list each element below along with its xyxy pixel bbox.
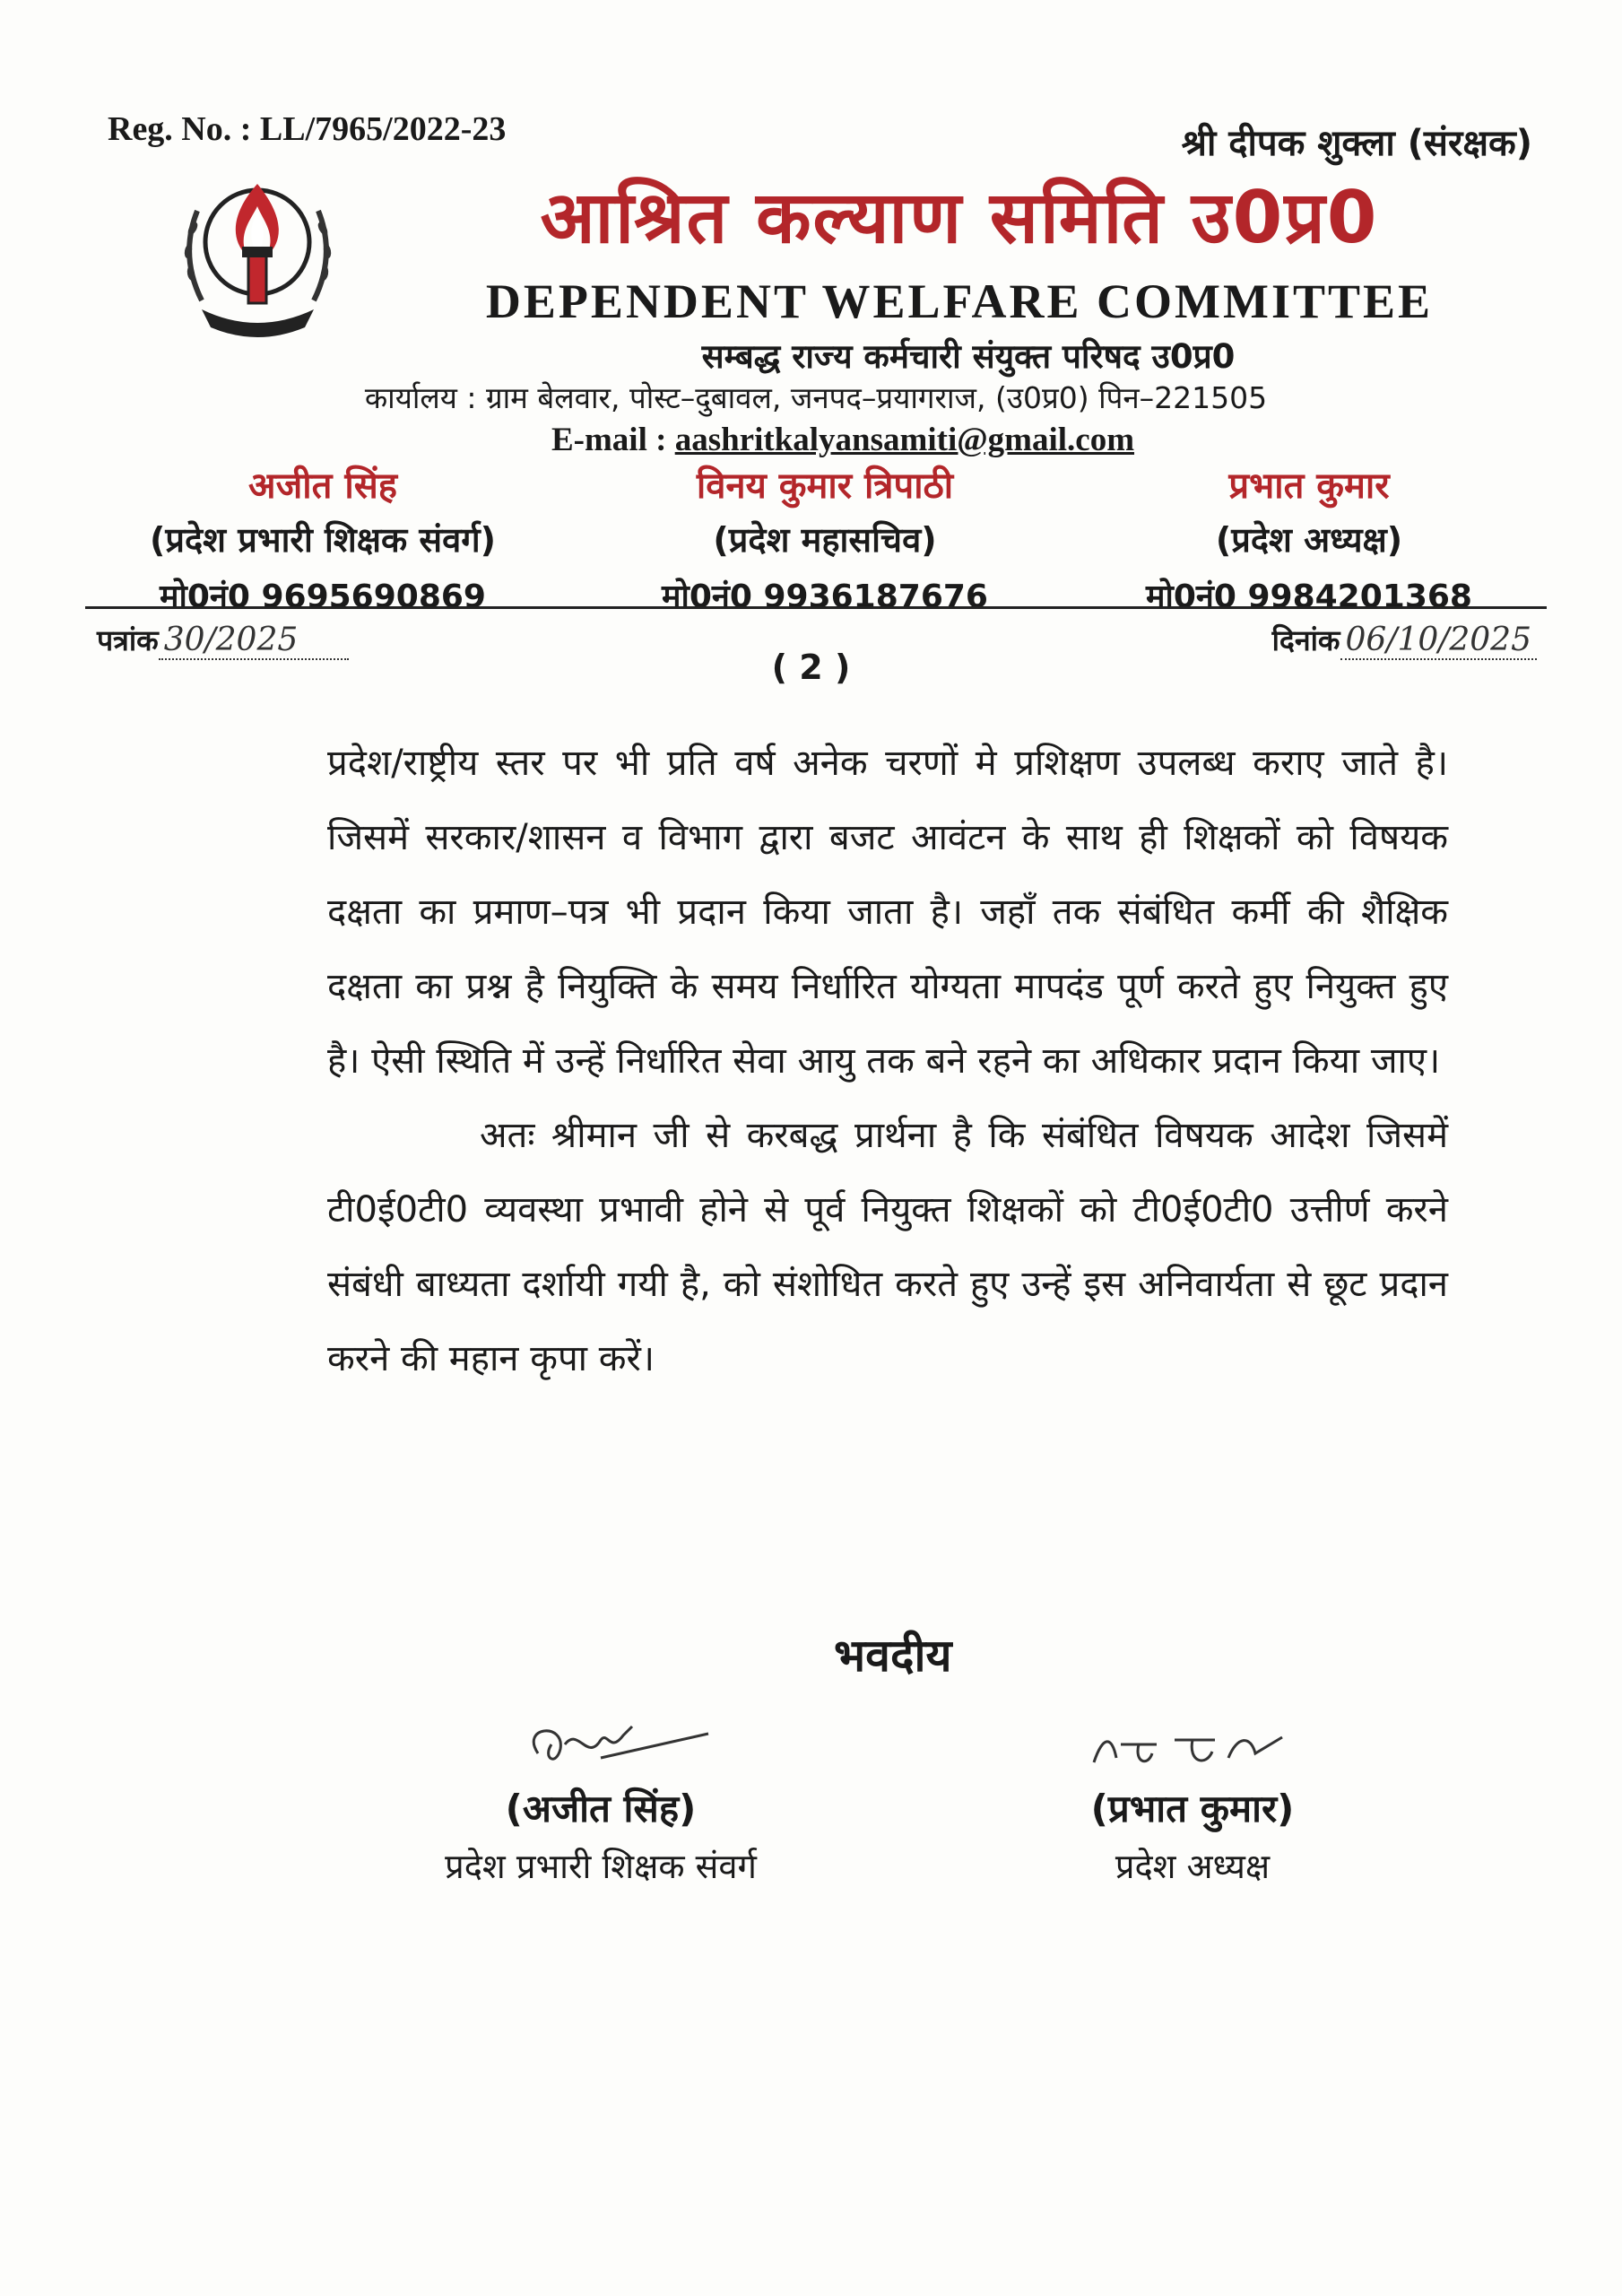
official-role: (प्रदेश महासचिव) <box>713 520 937 560</box>
signatory-role: प्रदेश अध्यक्ष <box>1115 1847 1271 1886</box>
signatory-name: (प्रभात कुमार) <box>1090 1787 1295 1831</box>
official-role: (प्रदेश प्रभारी शिक्षक संवर्ग) <box>150 520 496 560</box>
letter-body <box>327 726 1448 1396</box>
signatory-role: प्रदेश प्रभारी शिक्षक संवर्ग <box>445 1847 757 1886</box>
official-mobile: मो0नं0 9695690869 <box>160 578 486 615</box>
official-name: अजीत सिंह <box>248 465 397 507</box>
email-link[interactable]: aashritkalyansamiti@gmail.com <box>674 422 1135 458</box>
organization-title-hindi: आश्रित कल्याण समिति उ0प्र0 <box>540 176 1379 259</box>
patrank-value: 30/2025 <box>159 622 349 660</box>
official-mobile: मो0नं0 9984201368 <box>1146 578 1472 615</box>
signatory-name: (अजीत सिंह) <box>505 1787 697 1831</box>
organization-title-english: DEPENDENT WELFARE COMMITTEE <box>485 274 1434 328</box>
dinank-value: 06/10/2025 <box>1340 622 1538 660</box>
office-address: कार्यालय : ग्राम बेलवार, पोस्ट–दुबावल, जनपद–प्रयागराज, (उ0प्र0) पिन–221505 <box>364 380 1268 415</box>
signatory-left <box>386 1718 816 1889</box>
official-center <box>583 459 1067 617</box>
patrank-label: पत्रांक <box>97 623 159 657</box>
official-right <box>1094 459 1524 617</box>
header-divider <box>85 606 1547 609</box>
email-label: E-mail : <box>551 422 675 458</box>
affiliation-line: सम्बद्ध राज्य कर्मचारी संयुक्त परिषद उ0प्र0 <box>701 337 1236 376</box>
torch-emblem-icon <box>161 157 354 350</box>
signatory-right <box>1013 1718 1372 1889</box>
email-line <box>484 421 1201 459</box>
official-mobile: मो0नं0 9936187676 <box>662 578 988 615</box>
registration-number: Reg. No. : LL/7965/2022-23 <box>108 110 507 148</box>
handwritten-signature <box>466 1718 735 1779</box>
body-paragraph: प्रदेश/राष्ट्रीय स्तर पर भी प्रति वर्ष अनेक चरणों मे प्रशिक्षण उपलब्ध कराए जाते है। जिसमें सरकार/शासन व विभाग द्वारा बजट आवंटन के साथ ही शिक्षकों को विषयक दक्षता का प्रमाण–पत्र भी प्रदान किया जाता है। जहाँ तक संबंधित कर्मी की शैक्षिक दक्षता का प्रश्न है नियुक्ति के समय निर्धारित योग्यता मापदंड पूर्ण करते हुए नियुक्त हुए है। ऐसी स्थिति में उन्हें निर्धारित सेवा आयु तक बने रहने का अधिकार प्रदान किया जाए। <box>327 743 1448 1082</box>
official-name: विनय कुमार त्रिपाठी <box>696 465 954 507</box>
official-name: प्रभात कुमार <box>1228 465 1390 507</box>
closing-salutation: भवदीय <box>834 1630 952 1682</box>
dinank-label: दिनांक <box>1271 623 1340 657</box>
handwritten-signature <box>1058 1718 1327 1779</box>
page-number: ( 2 ) <box>771 648 851 687</box>
official-left <box>90 459 556 617</box>
body-paragraph: अतः श्रीमान जी से करबद्ध प्रार्थना है कि संबंधित विषयक आदेश जिसमें टी0ई0टी0 व्यवस्था प्रभावी होने से पूर्व नियुक्त शिक्षकों को टी0ई0टी0 उत्तीर्ण करने संबंधी बाध्यता दर्शायी गयी है, को संशोधित करते हुए उन्हें इस अनिवार्यता से छूट प्रदान करने की महान कृपा करें। <box>327 1115 1448 1379</box>
patron-name: श्री दीपक शुक्ला (संरक्षक) <box>1181 123 1532 164</box>
official-role: (प्रदेश अध्यक्ष) <box>1215 520 1403 560</box>
